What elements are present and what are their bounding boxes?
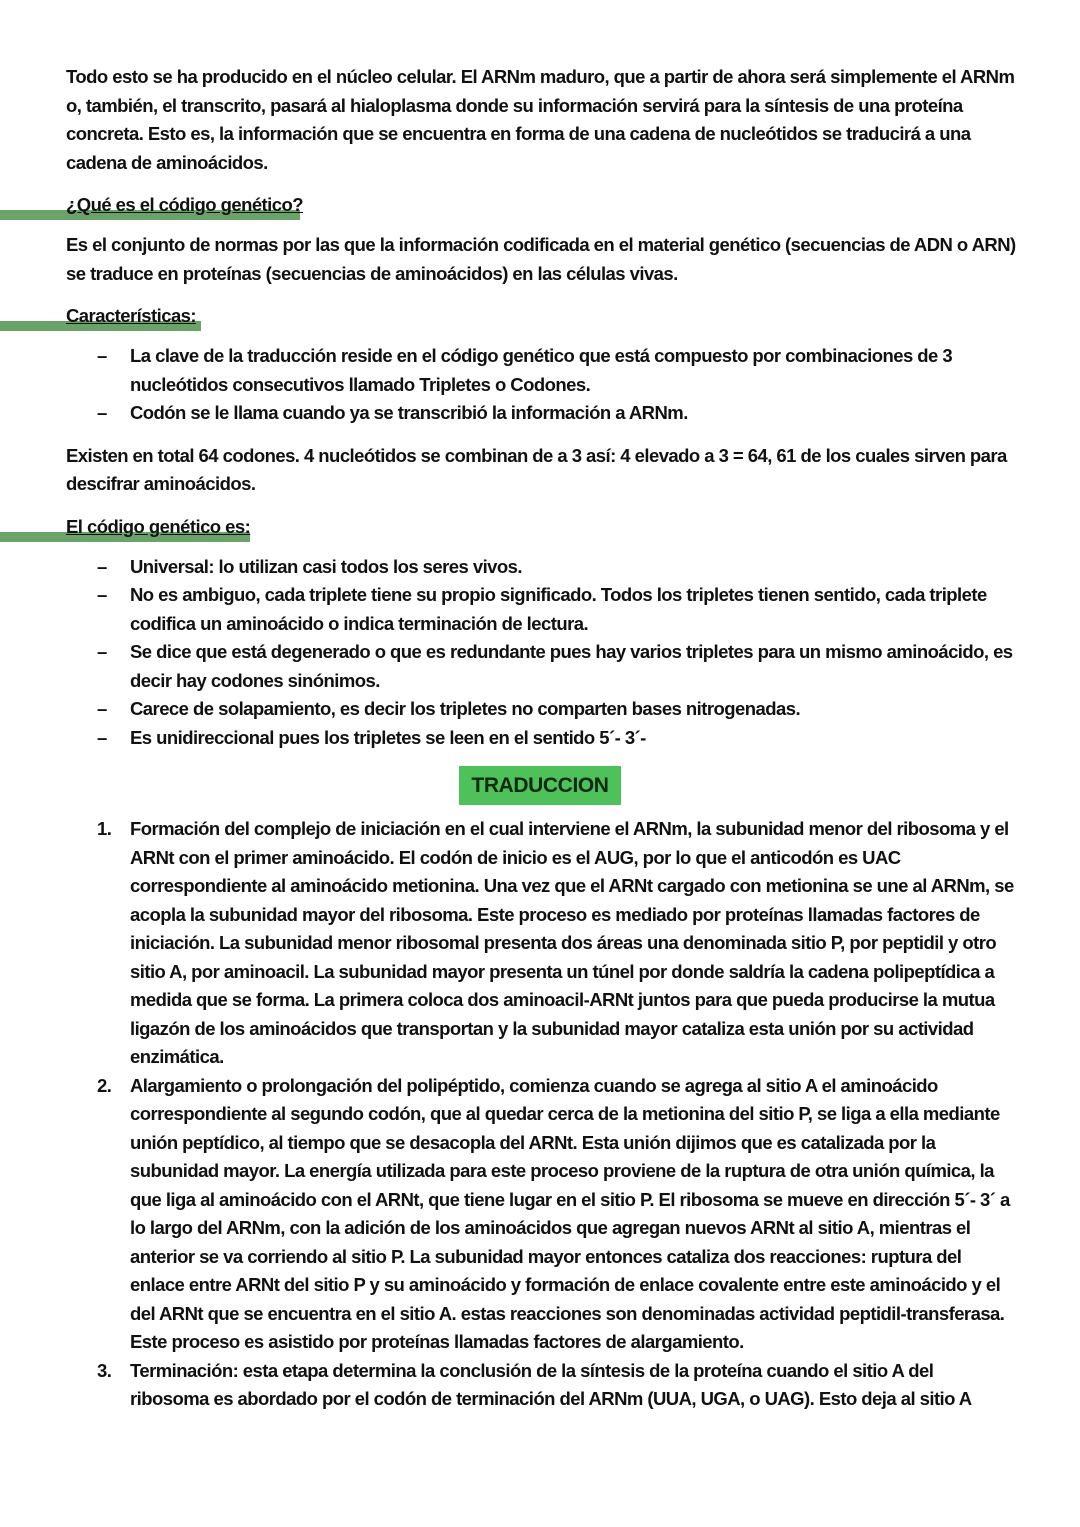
list-item-text: No es ambiguo, cada triplete tiene su propio significado. Todos los tripletes tienen sentido, cada triplete codifica un aminoácido o indica terminación de lectura. — [130, 584, 987, 634]
list-item — [66, 724, 1016, 753]
dash-bullet: – — [97, 345, 107, 366]
intro-paragraph: Todo esto se ha producido en el núcleo celular. El ARNm maduro, que a partir de ahora será simplemente el ARNm o, también, el transcrito, pasará al hialoplasma donde su información servirá para la síntesis de una proteína concreta. Esto es, la información que se encuentra en forma de una cadena de nucleótidos se traducirá a una cadena de aminoácidos. — [66, 66, 1015, 173]
codigo-definition-paragraph: Es el conjunto de normas por las que la información codificada en el material genético (secuencias de ADN o ARN) se traduce en proteínas (secuencias de aminoácidos) en las células vivas. — [66, 234, 1016, 284]
heading-codigo-wrap — [66, 191, 1016, 221]
list-item-text: Universal: lo utilizan casi todos los seres vivos. — [130, 555, 522, 577]
list-item — [66, 399, 1016, 428]
list-item — [66, 553, 1016, 582]
step-item — [66, 1072, 1016, 1357]
dash-bullet: – — [97, 402, 107, 423]
caracteristicas-list — [66, 342, 1016, 428]
dash-bullet: – — [97, 555, 107, 577]
document-content — [66, 63, 1016, 1414]
dash-bullet: – — [97, 584, 107, 605]
dash-bullet: – — [97, 641, 107, 662]
traduccion-steps-list — [66, 815, 1016, 1414]
codones-paragraph: Existen en total 64 codones. 4 nucleótidos se combinan de a 3 así: 4 elevado a 3 = 64, 61 de los cuales sirven para descifrar aminoácidos. — [66, 444, 1007, 494]
list-item — [66, 342, 1016, 399]
heading-que-es-codigo: ¿Qué es el código genético? — [66, 194, 303, 215]
heading-codigo-es: El código genético es: — [66, 515, 251, 537]
list-item — [66, 695, 1016, 724]
list-item-text: Es unidireccional pues los tripletes se leen en el sentido 5´- 3´- — [130, 726, 646, 748]
list-item-text: La clave de la traducción reside en el código genético que está compuesto por combinaciones de 3 nucleótidos consecutivos llamado Tripletes o Codones. — [130, 345, 953, 395]
traduccion-title: TRADUCCION — [459, 766, 620, 805]
step-number: 1. — [97, 818, 112, 839]
traduccion-title-wrap — [0, 766, 1080, 805]
propiedades-list — [66, 553, 1016, 753]
step-number: 3. — [97, 1359, 112, 1381]
list-item — [66, 638, 1016, 695]
step-item — [66, 1357, 1016, 1414]
step-number: 2. — [97, 1074, 112, 1096]
list-item — [66, 581, 1016, 638]
list-item-text: Carece de solapamiento, es decir los tripletes no comparten bases nitrogenadas. — [130, 698, 801, 719]
list-item-text: Se dice que está degenerado o que es redundante pues hay varios tripletes para un mismo aminoácido, es decir hay codones sinónimos. — [130, 641, 1013, 691]
step-text: Alargamiento o prolongación del polipéptido, comienza cuando se agrega al sitio A el aminoácido correspondiente al segundo codón, que al quedar cerca de la metionina del sitio P, se liga a ella mediante unión peptídico, al tiempo que se desacopla del ARNt. Esta unión dijimos que es catalizada por la subunidad mayor. La energía utilizada para este proceso proviene de la ruptura de otra unión química, la que liga al aminoácido con el ARNt, que tiene lugar en el sitio P. El ribosoma se mueve en dirección 5´- 3´ a lo largo del ARNm, con la adición de los aminoácidos que agregan nuevos ARNt al sitio A, mientras el anterior se va corriendo al sitio P. La subunidad mayor entonces cataliza dos reacciones: ruptura del enlace entre ARNt del sitio P y su aminoácido y formación de enlace covalente entre este aminoácido y el del ARNt que se encuentra en el sitio A. estas reacciones son denominadas actividad peptidil-transferasa. Este proceso es asistido por proteínas llamadas factores de alargamiento. — [130, 1074, 1010, 1352]
step-item — [66, 815, 1016, 1072]
heading-caracteristicas-wrap — [66, 302, 1016, 332]
list-item-text: Codón se le llama cuando ya se transcribió la información a ARNm. — [130, 402, 688, 423]
dash-bullet: – — [97, 698, 107, 719]
step-text: Formación del complejo de iniciación en el cual interviene el ARNm, la subunidad menor del ribosoma y el ARNt con el primer aminoácido. El codón de inicio es el AUG, por lo que el anticodón es UAC correspondiente al aminoácido metionina. Una vez que el ARNt cargado con metionina se une al ARNm, se acopla la subunidad mayor del ribosoma. Este proceso es mediado por proteínas llamadas factores de iniciación. La subunidad menor ribosomal presenta dos áreas una denominada sitio P, por peptidil y otro sitio A, por aminoacil. La subunidad mayor presenta un túnel por donde saldría la cadena polipeptídica a medida que se forma. La primera coloca dos aminoacil-ARNt juntos para que pueda producirse la mutua ligazón de los aminoácidos que transportan y la subunidad mayor cataliza esta unión por su actividad enzimática. — [130, 818, 1014, 1067]
heading-codigo-es-wrap — [66, 513, 1016, 543]
heading-caracteristicas: Características: — [66, 305, 197, 326]
step-text: Terminación: esta etapa determina la conclusión de la síntesis de la proteína cuando el sitio A del ribosoma es abordado por el codón de terminación del ARNm (UUA, UGA, o UAG). Esto deja al sitio A — [130, 1359, 972, 1409]
dash-bullet: – — [97, 726, 107, 748]
